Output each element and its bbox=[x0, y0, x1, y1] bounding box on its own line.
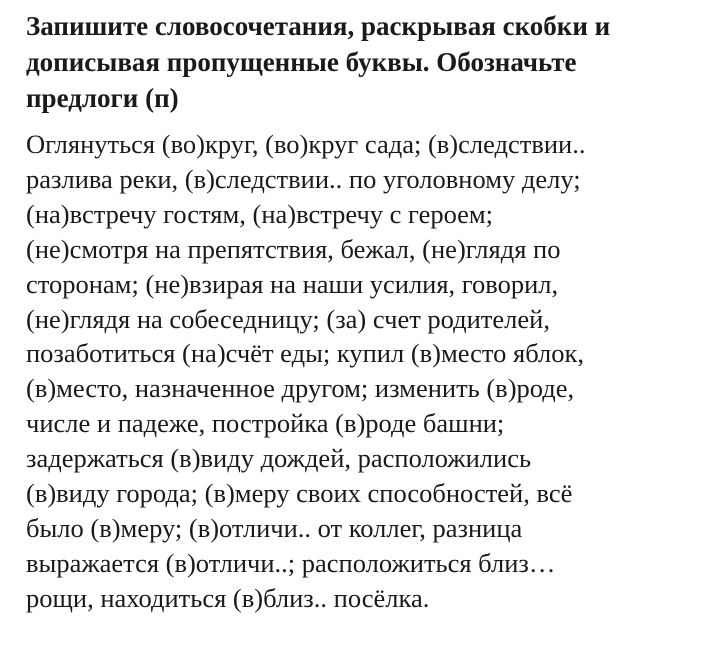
exercise-line: числе и падеже, постройка (в)роде башни; bbox=[26, 408, 505, 439]
exercise-line: выражается (в)отличи..; расположиться близ… bbox=[26, 547, 556, 578]
exercise-line: (не)смотря на препятствия, бежал, (не)глядя по bbox=[26, 233, 561, 264]
exercise-line: позаботиться (на)счёт еды; купил (в)место яблок, bbox=[26, 338, 585, 369]
exercise-line: разлива реки, (в)следствии.. по уголовному делу; bbox=[26, 163, 581, 194]
heading-line: предлоги (п) bbox=[26, 83, 179, 113]
exercise-line: (в)место, назначенное другом; изменить (в)роде, bbox=[26, 373, 575, 404]
exercise-line: было (в)меру; (в)отличи.. от коллег, разница bbox=[26, 512, 523, 543]
exercise-line: Оглянуться (во)круг, (во)круг сада; (в)следствии.. bbox=[26, 129, 586, 159]
exercise-line: задержаться (в)виду дождей, расположились bbox=[26, 443, 532, 474]
exercise-line: рощи, находиться (в)близ.. посёлка. bbox=[26, 582, 430, 613]
exercise-line: сторонам; (не)взирая на наши усилия, говорил, bbox=[26, 268, 559, 299]
exercise-text bbox=[26, 127, 696, 616]
exercise-line: (в)виду города; (в)меру своих способностей, всё bbox=[26, 478, 573, 509]
exercise-line: (не)глядя на собеседницу; (за) счет родителей, bbox=[26, 303, 550, 334]
exercise-line: (на)встречу гостям, (на)встречу с героем; bbox=[26, 198, 494, 229]
heading-line: Запишите словосочетания, раскрывая скобки и bbox=[26, 11, 611, 41]
heading-line: дописывая пропущенные буквы. Обозначьте bbox=[26, 47, 577, 77]
task-heading bbox=[26, 8, 696, 116]
document-page bbox=[26, 8, 696, 616]
